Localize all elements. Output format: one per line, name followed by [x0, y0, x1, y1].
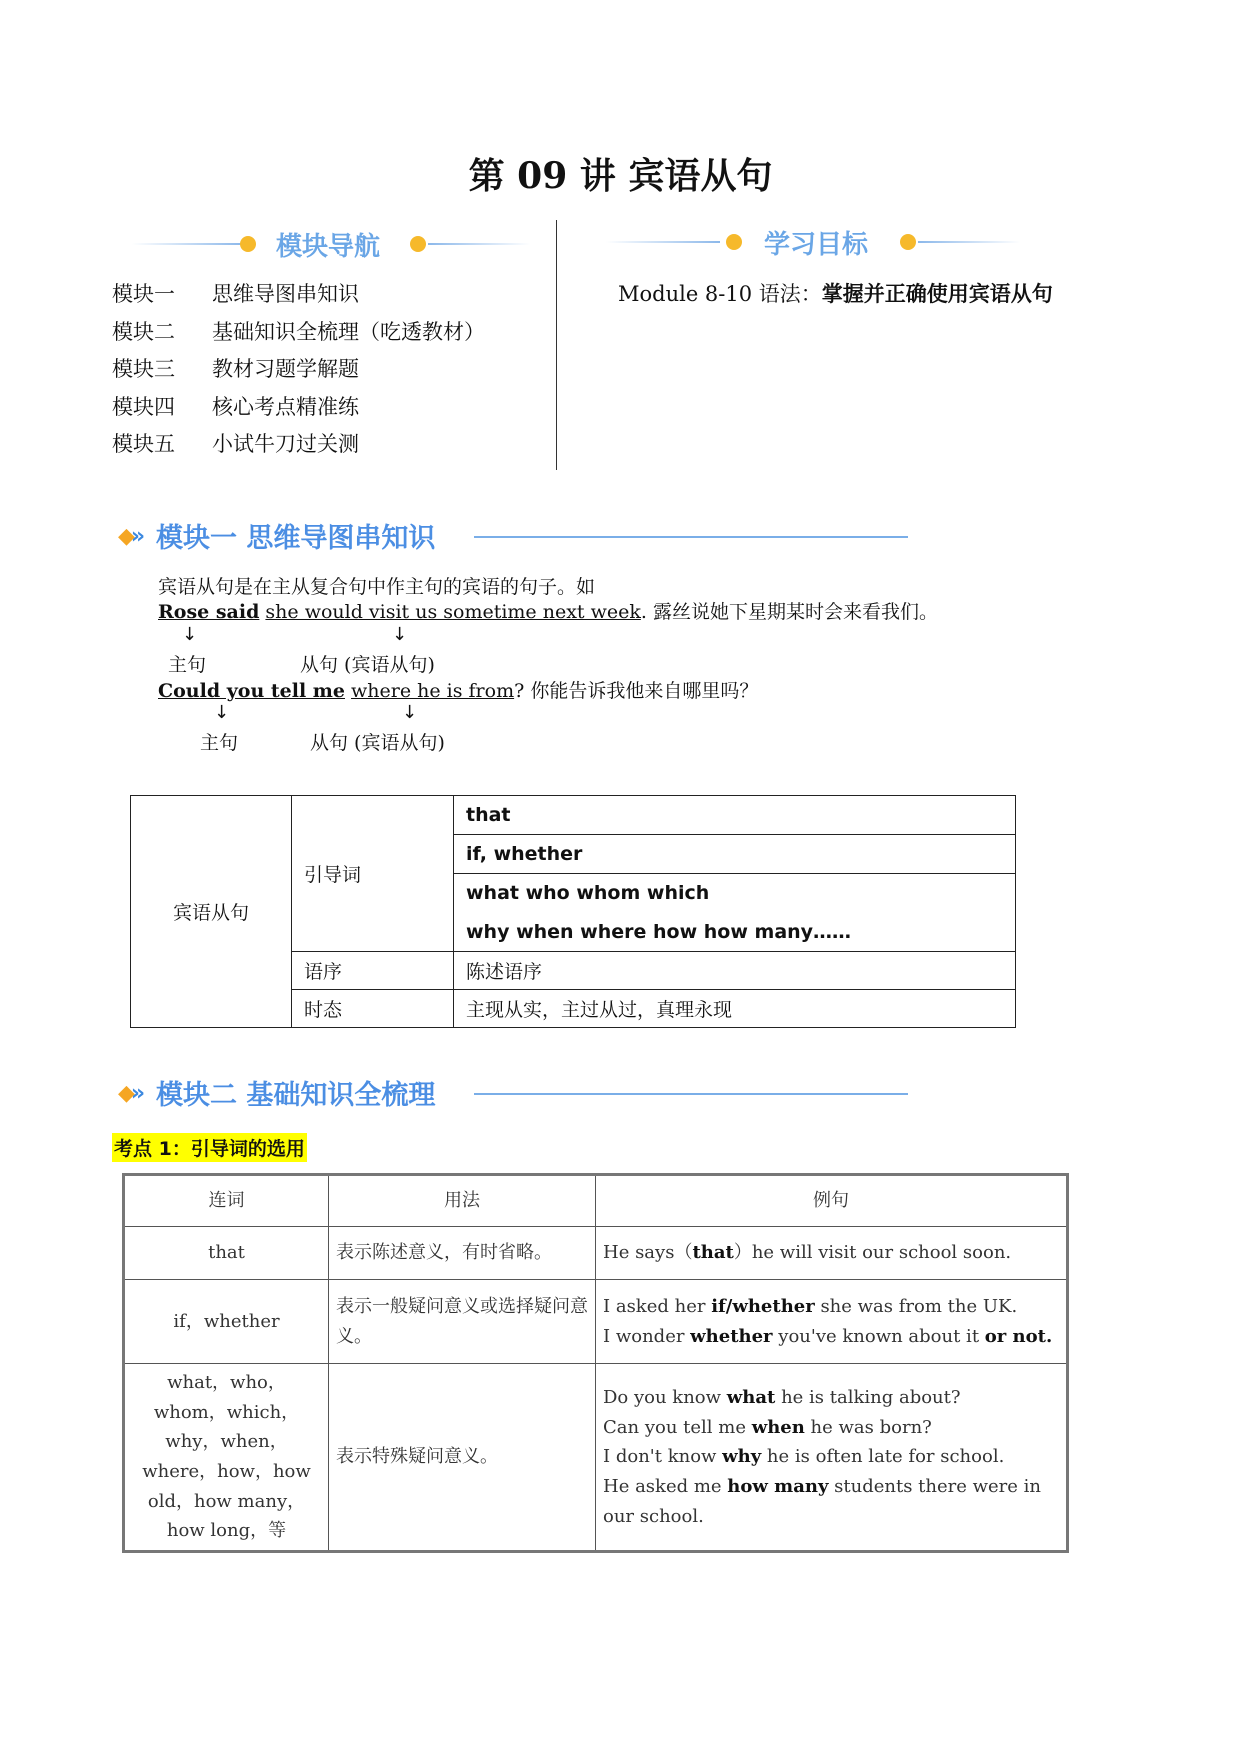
example-sentence: Can you tell me when he was born? — [603, 1416, 932, 1438]
module1-heading: ◆» 模块一 思维导图串知识 — [118, 516, 908, 556]
goal-banner — [606, 222, 1020, 262]
tense-label: 时态 — [292, 990, 454, 1028]
example-sentence: He asked me how many students there were in our school. — [603, 1475, 1041, 1527]
tense-value: 主现从实，主过从过，真理永现 — [454, 990, 1016, 1028]
nav-item[interactable]: 模块二 基础知识全梳理（吃透教材） — [112, 319, 485, 344]
introducer-item: that — [454, 796, 1016, 835]
example-sentence-2: Could you tell me where he is from? 你能告诉我他来自哪里吗？ — [158, 680, 759, 702]
main-clause-caption: 主句 — [168, 654, 207, 676]
banner-dot-icon — [240, 236, 256, 252]
key-point-label: 考点 1：引导词的选用 — [112, 1133, 307, 1162]
conn-word: if，whether — [124, 1280, 329, 1364]
conn-examples — [596, 1227, 1068, 1280]
example-sentence: I wonder whether you've known about it or not. — [603, 1325, 1053, 1347]
conn-usage: 表示一般疑问意义或选择疑问意义。 — [329, 1280, 596, 1364]
down-arrow-icon: ↓ — [392, 624, 408, 645]
example-sentence: I don't know why he is often late for school. — [603, 1446, 1005, 1468]
example-sentence: He says（that）he will visit our school soon. — [603, 1242, 1012, 1264]
double-chevron-icon: ◆» — [118, 1081, 142, 1106]
module2-heading: ◆» 模块二 基础知识全梳理 — [118, 1073, 908, 1113]
summary-topic: 宾语从句 — [131, 796, 292, 1028]
nav-item[interactable]: 模块一 思维导图串知识 — [112, 282, 359, 306]
goal-banner-label: 学习目标 — [764, 230, 869, 260]
down-arrow-icon: ↓ — [182, 624, 198, 645]
heading-rule — [474, 1093, 908, 1095]
nav-item[interactable]: 模块四 核心考点精准练 — [112, 394, 359, 419]
object-clause-caption: 从句 (宾语从句) — [300, 654, 435, 676]
introducer-item: why when where how how many…… — [454, 913, 1016, 952]
table-row — [124, 1364, 1068, 1552]
nav-item[interactable]: 模块五 小试牛刀过关测 — [112, 432, 359, 456]
conn-usage: 表示陈述意义，有时省略。 — [329, 1227, 596, 1280]
banner-dot-icon — [726, 234, 742, 250]
down-arrow-icon: ↓ — [402, 702, 418, 723]
order-label: 语序 — [292, 952, 454, 990]
nav-item[interactable]: 模块三 教材习题学解题 — [112, 357, 359, 381]
connectors-table — [122, 1173, 1069, 1553]
conn-word: that — [124, 1227, 329, 1280]
column-header: 连词 — [124, 1175, 329, 1227]
order-value: 陈述语序 — [454, 952, 1016, 990]
table-row — [124, 1280, 1068, 1364]
module-nav-list — [112, 278, 485, 466]
nav-banner — [132, 224, 530, 264]
conn-usage: 表示特殊疑问意义。 — [329, 1364, 596, 1552]
column-divider — [556, 220, 557, 470]
banner-dot-icon — [900, 234, 916, 250]
down-arrow-icon: ↓ — [214, 702, 230, 723]
table-row — [124, 1227, 1068, 1280]
introducer-label: 引导词 — [292, 796, 454, 952]
learning-goal: Module 8-10 语法：掌握并正确使用宾语从句 — [618, 282, 1053, 306]
conn-word: what，who，whom，which，why，when，where，how，how old，how many，how long，等 — [124, 1364, 329, 1552]
column-header: 例句 — [596, 1175, 1068, 1227]
banner-dot-icon — [410, 236, 426, 252]
intro-text: 宾语从句是在主从复合句中作主句的宾语的句子。如 — [158, 576, 596, 598]
introducer-item: if, whether — [454, 835, 1016, 874]
main-clause-caption: 主句 — [200, 732, 239, 754]
example-sentence-1: Rose said she would visit us sometime next week. 露丝说她下星期某时会来看我们。 — [158, 601, 938, 623]
column-header: 用法 — [329, 1175, 596, 1227]
conn-examples — [596, 1280, 1068, 1364]
introducer-item: what who whom which — [454, 874, 1016, 913]
page-title: 第 09 讲 宾语从句 — [468, 155, 773, 197]
example-sentence: I asked her if/whether she was from the UK. — [603, 1295, 1018, 1317]
conn-examples — [596, 1364, 1068, 1552]
nav-banner-label: 模块导航 — [276, 232, 381, 262]
example-sentence: Do you know what he is talking about? — [603, 1386, 961, 1408]
summary-table — [130, 795, 1016, 1028]
object-clause-caption: 从句 (宾语从句) — [310, 732, 445, 754]
heading-rule — [474, 536, 908, 538]
double-chevron-icon: ◆» — [118, 524, 142, 549]
